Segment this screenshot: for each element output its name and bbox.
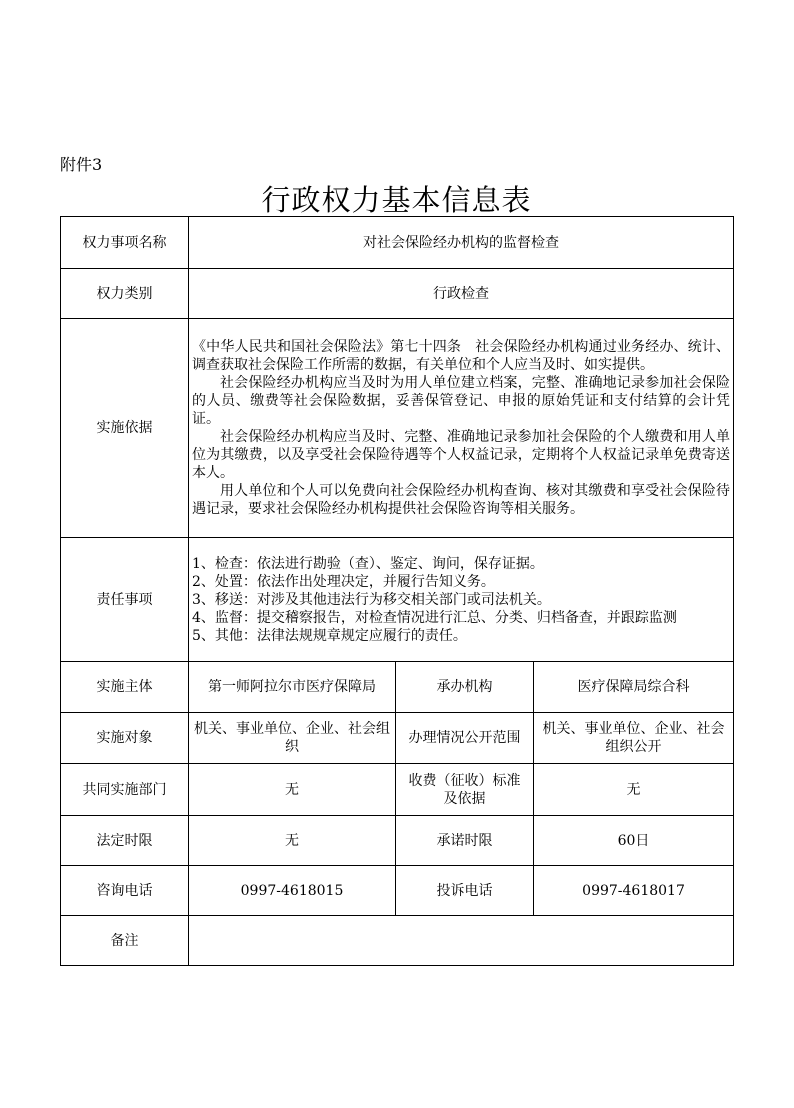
handler-label: 承办机构 [396,662,534,713]
row-joint [61,764,734,816]
row-basis [61,319,734,538]
promise-time-value: 60日 [534,816,734,866]
duty-item-5: 5、其他：法律法规规章规定应履行的责任。 [192,627,467,644]
basis-value [189,319,734,538]
info-table [60,216,734,966]
subject-value: 第一师阿拉尔市医疗保障局 [189,662,396,713]
legal-time-value: 无 [189,816,396,866]
duty-value [189,538,734,662]
consult-phone-label: 咨询电话 [61,866,189,916]
category-label: 权力类别 [61,269,189,319]
row-category [61,269,734,319]
complaint-phone-label: 投诉电话 [396,866,534,916]
duty-item-4: 4、监督：提交稽察报告，对检查情况进行汇总、分类、归档备查，并跟踪监测 [192,609,677,626]
name-label: 权力事项名称 [61,217,189,269]
duty-item-1: 1、检查：依法进行勘验（查）、鉴定、询问，保存证据。 [192,555,544,572]
disclosure-label: 办理情况公开范围 [396,713,534,764]
duty-item-3: 3、移送：对涉及其他违法行为移交相关部门或司法机关。 [192,591,551,608]
duty-label: 责任事项 [61,538,189,662]
duty-item-2: 2、处置：依法作出处理决定，并履行告知义务。 [192,573,495,590]
row-subject [61,662,734,713]
row-remark [61,916,734,966]
row-time [61,816,734,866]
promise-time-label: 承诺时限 [396,816,534,866]
handler-value: 医疗保障局综合科 [534,662,734,713]
legal-time-label: 法定时限 [61,816,189,866]
target-label: 实施对象 [61,713,189,764]
row-phone [61,866,734,916]
basis-label: 实施依据 [61,319,189,538]
basis-paragraph-1: 《中华人民共和国社会保险法》第七十四条 社会保险经办机构通过业务经办、统计、调查获取社会保险工作所需的数据，有关单位和个人应当及时、如实提供。 [192,339,731,373]
category-value: 行政检查 [189,269,734,319]
subject-label: 实施主体 [61,662,189,713]
row-target [61,713,734,764]
joint-label: 共同实施部门 [61,764,189,816]
fee-value: 无 [534,764,734,816]
basis-paragraph-4: 用人单位和个人可以免费向社会保险经办机构查询、核对其缴费和享受社会保险待遇记录，要求社会保险经办机构提供社会保险咨询等相关服务。 [192,483,731,517]
remark-label: 备注 [61,916,189,966]
complaint-phone-value: 0997-4618017 [534,866,734,916]
basis-paragraph-3: 社会保险经办机构应当及时、完整、准确地记录参加社会保险的个人缴费和用人单位为其缴费，以及享受社会保险待遇等个人权益记录，定期将个人权益记录单免费寄送本人。 [192,429,731,481]
row-name [61,217,734,269]
disclosure-value: 机关、事业单位、企业、社会组织公开 [534,713,734,764]
remark-value [189,916,734,966]
row-duty [61,538,734,662]
fee-label: 收费（征收）标准及依据 [396,764,534,816]
consult-phone-value: 0997-4618015 [189,866,396,916]
page-title: 行政权力基本信息表 [261,183,532,217]
attachment-label: 附件3 [60,155,103,174]
basis-paragraph-2: 社会保险经办机构应当及时为用人单位建立档案，完整、准确地记录参加社会保险的人员、缴费等社会保险数据，妥善保管登记、申报的原始凭证和支付结算的会计凭证。 [192,375,731,427]
name-value: 对社会保险经办机构的监督检查 [189,217,734,269]
joint-value: 无 [189,764,396,816]
target-value: 机关、事业单位、企业、社会组织 [189,713,396,764]
